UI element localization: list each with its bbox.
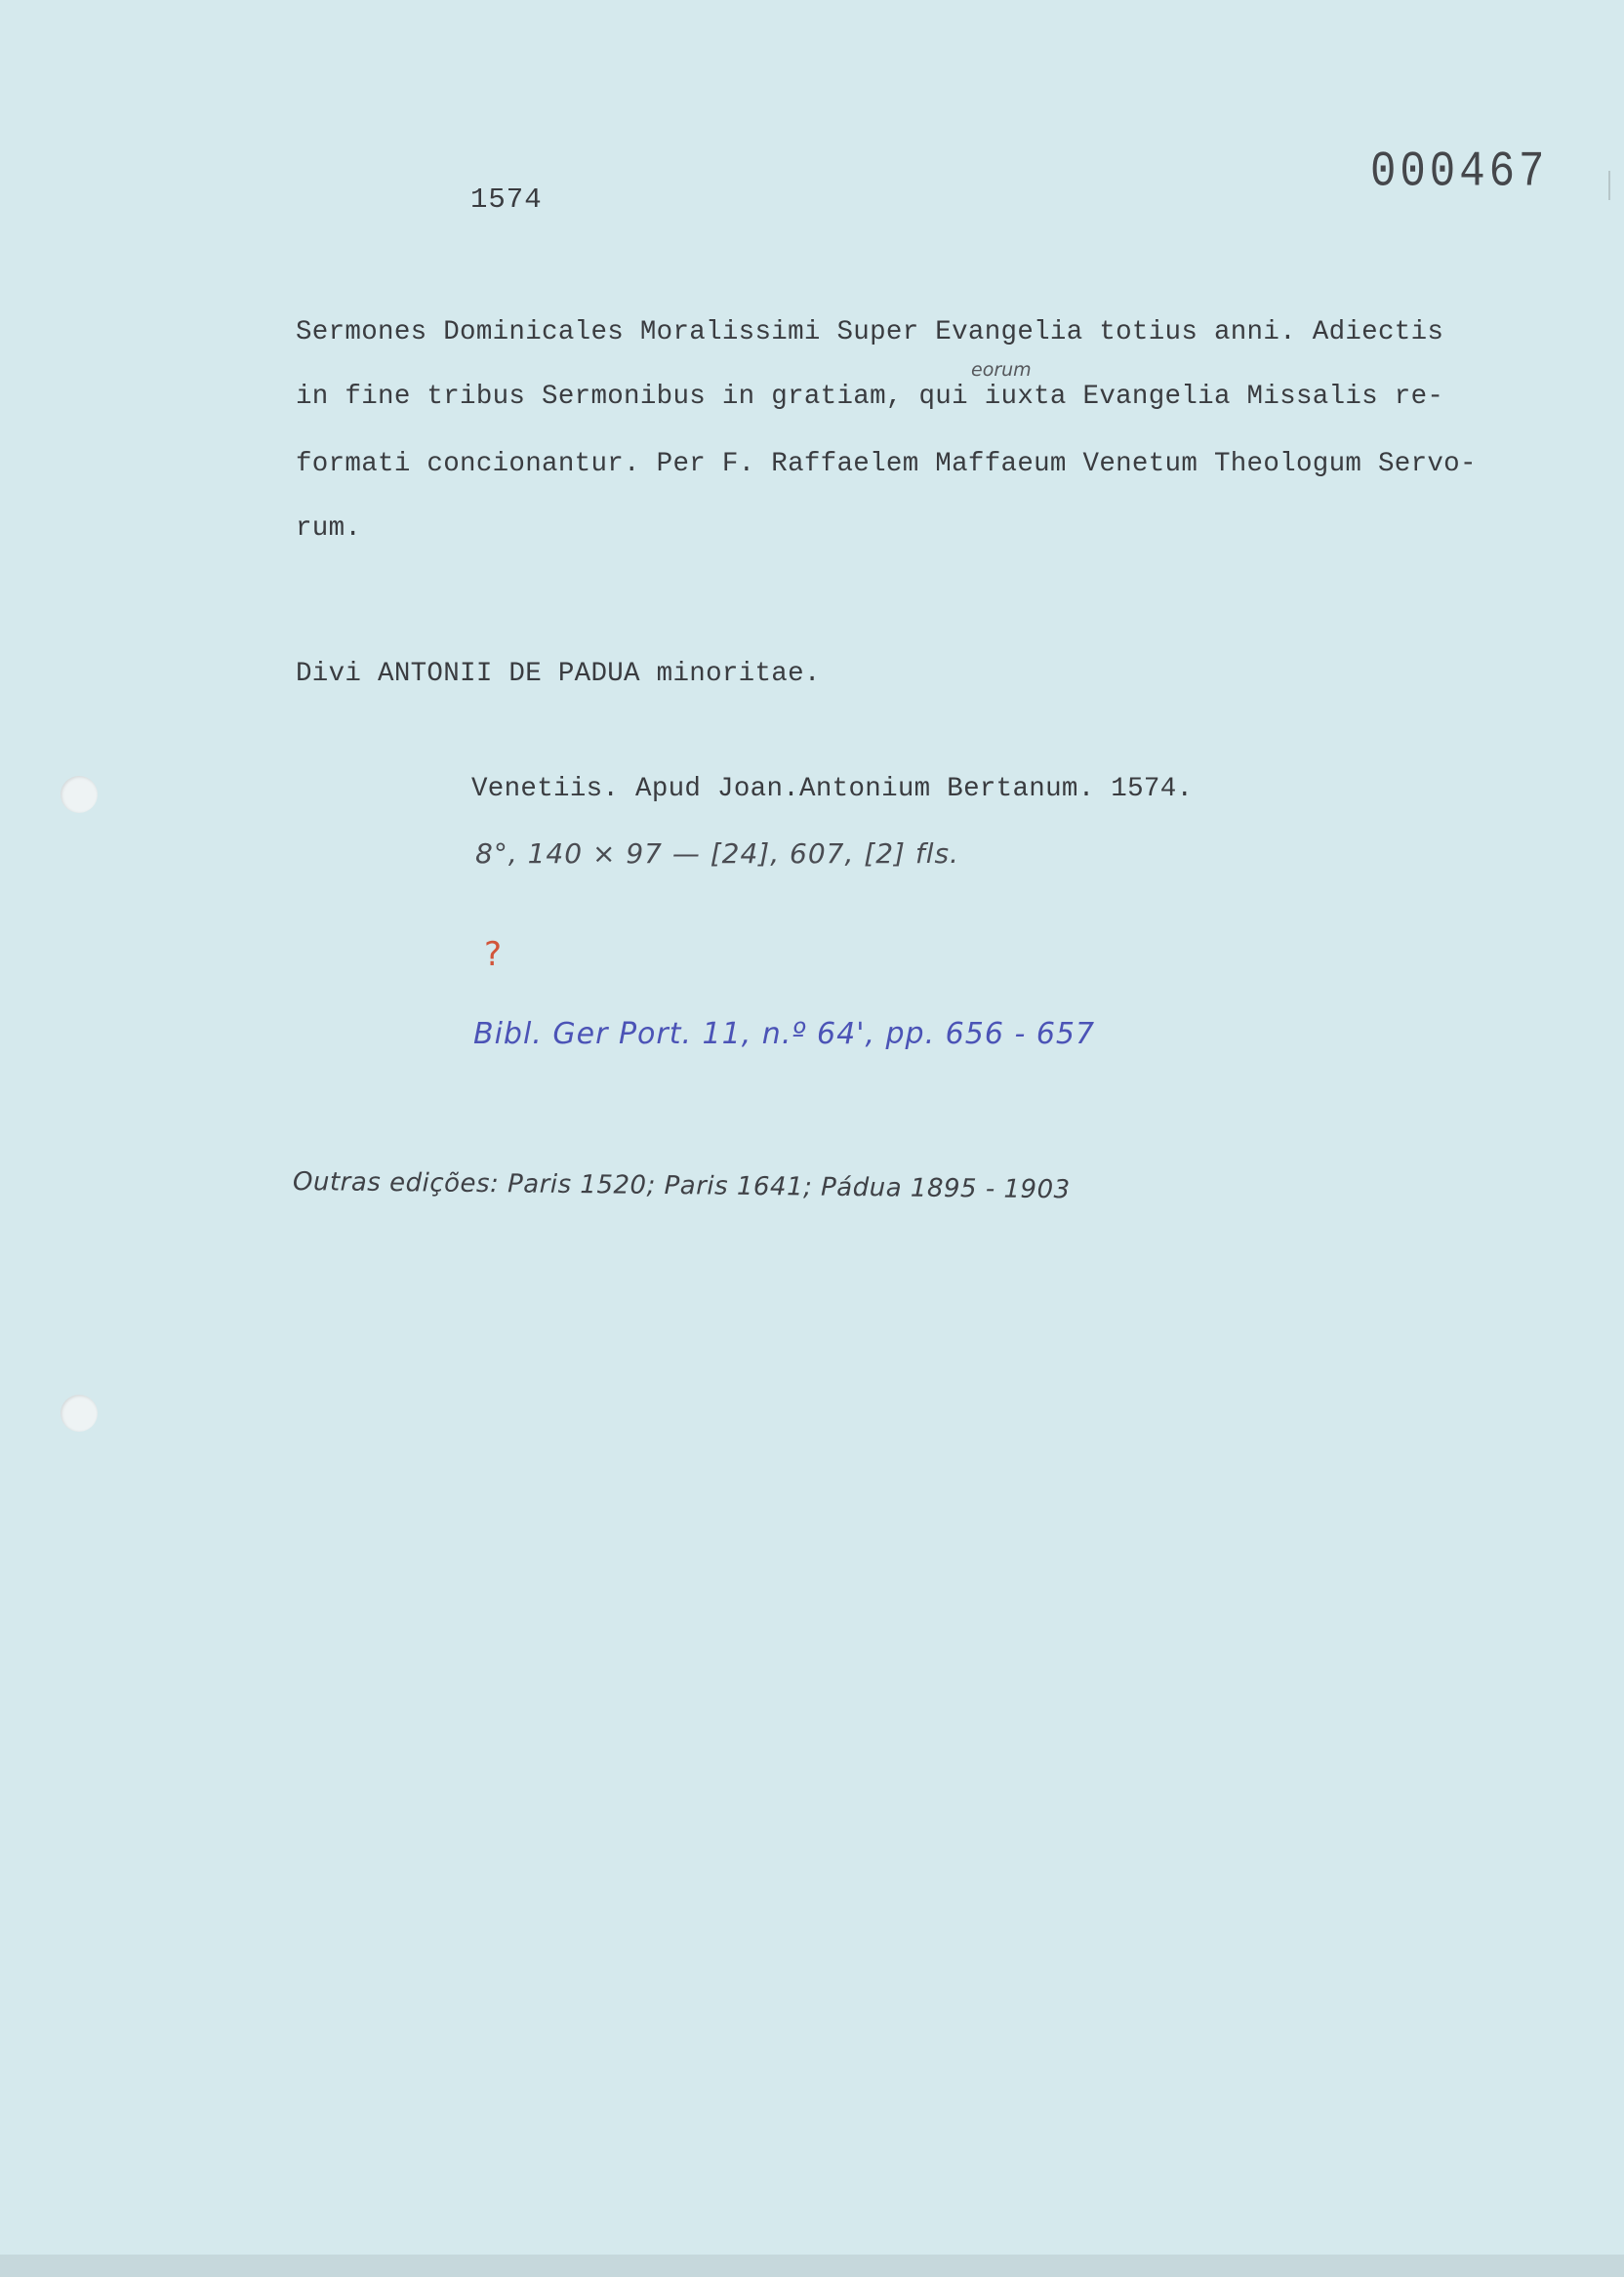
title-line-3: formati concionantur. Per F. Raffaelem Maffaeum Venetum Theologum Servo- (296, 449, 1477, 479)
punch-hole-upper (61, 776, 98, 813)
scan-border (0, 2255, 1624, 2277)
bibliography-note: Bibl. Ger Port. 11, n.º 64', pp. 656 - 657 (473, 1017, 1096, 1051)
imprint-line: Venetiis. Apud Joan.Antonium Bertanum. 1574. (471, 774, 1194, 804)
format-note: 8°, 140 × 97 — [24], 607, [2] fls. (475, 837, 959, 870)
other-editions-note: Outras edições: Paris 1520; Paris 1641; Pádua 1895 - 1903 (292, 1167, 1071, 1205)
query-mark: ? (484, 935, 503, 974)
interlinear-correction: eorum (971, 359, 1032, 381)
title-line-2: in fine tribus Sermonibus in gratiam, qui iuxta Evangelia Missalis re- (296, 382, 1444, 412)
catalog-number: 000467 (1370, 144, 1549, 201)
title-line-4: rum. (296, 513, 362, 544)
punch-hole-lower (61, 1395, 98, 1432)
author-line: Divi ANTONII DE PADUA minoritae. (296, 659, 821, 689)
title-line-1: Sermones Dominicales Moralissimi Super Evangelia totius anni. Adiectis (296, 317, 1444, 347)
publication-year: 1574 (470, 183, 543, 216)
edge-mark (1608, 171, 1610, 200)
